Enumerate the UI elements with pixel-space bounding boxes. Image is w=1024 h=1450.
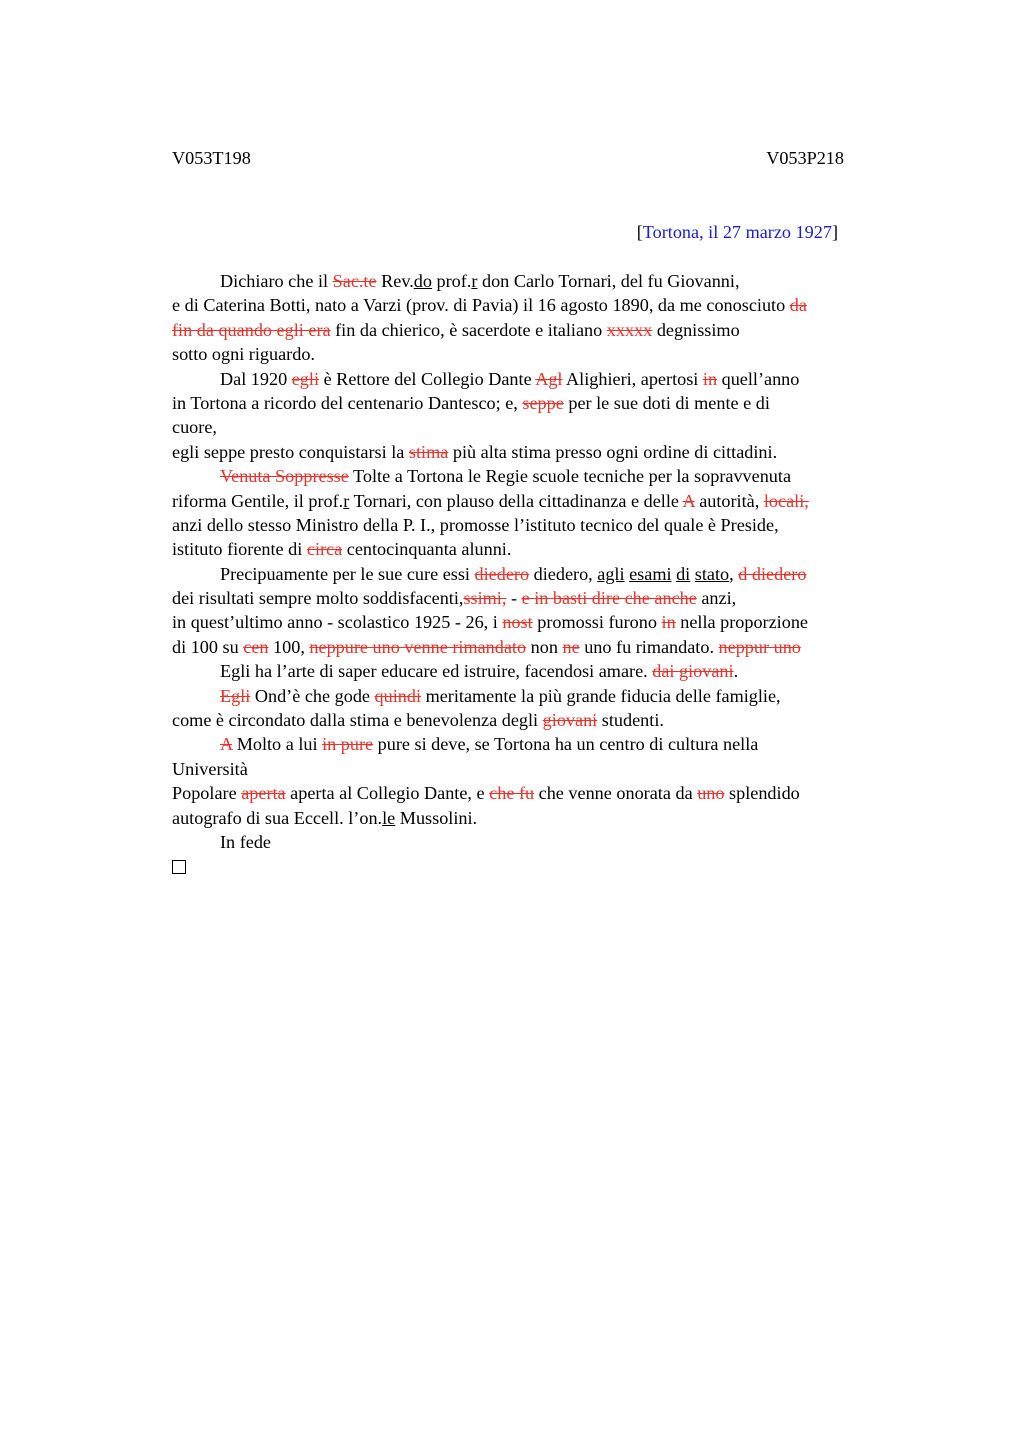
deleted-text: quindi xyxy=(374,685,422,706)
deleted-text: diedero xyxy=(474,563,530,584)
text-segment: studenti. xyxy=(597,710,664,731)
deleted-text: neppure uno venne rimandato xyxy=(309,636,527,657)
text-segment: Università xyxy=(172,758,248,779)
deleted-text: fin da quando egli era xyxy=(172,319,331,340)
end-marker-line xyxy=(172,854,912,878)
text-segment: di 100 su xyxy=(172,636,244,657)
deleted-text: giovani xyxy=(542,710,598,731)
text-line xyxy=(172,806,912,830)
text-segment: Ond’è che gode xyxy=(250,685,375,706)
text-line xyxy=(172,610,912,634)
text-segment: diedero, xyxy=(529,563,598,584)
text-segment: Dal 1920 xyxy=(220,368,292,389)
text-segment: splendido xyxy=(724,783,800,804)
dateline-open-bracket: [ xyxy=(636,222,643,242)
text-segment: Tornari, con plauso della cittadinanza e delle xyxy=(349,490,683,511)
text-line xyxy=(172,562,912,586)
deleted-text: cen xyxy=(243,636,269,657)
deleted-text: d diedero xyxy=(738,563,807,584)
document-code-left: V053T198 xyxy=(172,148,251,168)
document-code-right: V053P218 xyxy=(766,148,844,168)
text-segment: Rev. xyxy=(376,271,414,291)
text-segment: quell’anno xyxy=(717,368,800,389)
underlined-text: di xyxy=(676,563,691,584)
text-line xyxy=(172,635,912,659)
deleted-text: nost xyxy=(502,612,533,633)
deleted-text: Sac.te xyxy=(332,271,377,291)
text-segment: istituto fiorente di xyxy=(172,539,307,560)
text-segment: Popolare xyxy=(172,783,242,804)
text-segment: in Tortona a ricordo del centenario Dantesco; e, xyxy=(172,392,523,413)
text-segment: In fede xyxy=(220,831,271,852)
text-segment: don Carlo Tornari, del fu Giovanni, xyxy=(477,271,740,291)
text-segment: promossi furono xyxy=(532,612,662,633)
text-line xyxy=(172,781,912,805)
text-segment: . xyxy=(733,661,739,682)
deleted-text: che fu xyxy=(489,783,535,804)
text-segment: dei risultati sempre molto soddisfacenti, xyxy=(172,588,464,609)
deleted-text: stima xyxy=(408,441,449,462)
text-segment: pure si deve, se Tortona ha un centro di cultura nella xyxy=(373,734,759,755)
text-line xyxy=(172,684,912,708)
deleted-text: e in basti dire che anche xyxy=(521,588,697,609)
text-segment: egli seppe presto conquistarsi la xyxy=(172,441,409,462)
text-segment: Alighieri, apertosi xyxy=(562,368,703,389)
text-segment: per le sue doti di mente e di xyxy=(563,392,770,413)
text-line xyxy=(172,659,912,683)
text-segment: non xyxy=(526,636,563,657)
text-segment: - xyxy=(506,588,522,609)
deleted-text: Egli xyxy=(220,685,251,706)
empty-checkbox-icon xyxy=(172,860,186,874)
text-segment: Tolte a Tortona le Regie scuole tecniche per la sopravvenuta xyxy=(348,466,792,487)
text-segment: anzi dello stesso Ministro della P. I., promosse l’istituto tecnico del quale è Preside, xyxy=(172,514,779,535)
text-segment: uno fu rimandato. xyxy=(579,636,719,657)
text-segment: più alta stima presso ogni ordine di cittadini. xyxy=(448,441,778,462)
text-line xyxy=(172,367,912,391)
text-line xyxy=(172,293,912,317)
text-segment: Molto a lui xyxy=(232,734,323,755)
underlined-text: r xyxy=(471,271,478,291)
text-line xyxy=(172,757,912,781)
deleted-text: xxxxx xyxy=(606,319,653,340)
deleted-text: ssimi, xyxy=(463,588,507,609)
text-line xyxy=(172,513,912,537)
text-line xyxy=(172,489,912,513)
dateline-close-bracket: ] xyxy=(831,222,838,242)
text-segment: Mussolini. xyxy=(395,807,478,828)
deleted-text: da xyxy=(789,295,807,316)
text-segment: autorità, xyxy=(694,490,764,511)
text-segment: fin da chierico, è sacerdote e italiano xyxy=(330,319,607,340)
text-segment: nella proporzione xyxy=(675,612,808,633)
text-line xyxy=(172,586,912,610)
text-segment: prof. xyxy=(431,271,472,291)
deleted-text: circa xyxy=(306,539,343,560)
text-segment: Precipuamente per le sue cure essi xyxy=(220,563,475,584)
text-line xyxy=(172,342,912,366)
text-line xyxy=(172,318,912,342)
underlined-text: le xyxy=(382,807,396,828)
deleted-text: in pure xyxy=(322,734,374,755)
underlined-text: esami xyxy=(629,563,672,584)
text-segment: degnissimo xyxy=(652,319,740,340)
deleted-text: locali, xyxy=(763,490,809,511)
text-segment: , xyxy=(729,563,739,584)
text-segment: meritamente la più grande fiducia delle famiglie, xyxy=(421,685,781,706)
text-segment: Egli ha l’arte di saper educare ed istruire, facendosi amare. xyxy=(220,661,653,682)
text-line xyxy=(172,708,912,732)
dateline-place-date: Tortona, il 27 marzo 1927 xyxy=(642,222,832,242)
text-line xyxy=(172,440,912,464)
text-segment: che venne onorata da xyxy=(534,783,698,804)
text-line xyxy=(172,537,912,561)
underlined-text: do xyxy=(413,271,432,291)
deleted-text: in xyxy=(661,612,676,633)
deleted-text: Venuta Soppresse xyxy=(220,466,349,487)
text-segment: autografo di sua Eccell. l’on. xyxy=(172,807,383,828)
text-segment: riforma Gentile, il prof. xyxy=(172,490,344,511)
underlined-text: stato xyxy=(694,563,730,584)
deleted-text: in xyxy=(702,368,718,389)
dateline xyxy=(637,220,838,244)
deleted-text: dai giovani xyxy=(652,661,734,682)
text-segment: cuore, xyxy=(172,417,217,438)
deleted-text: A xyxy=(682,490,695,511)
text-segment: è Rettore del Collegio Dante xyxy=(319,368,536,389)
text-segment: centocinquanta alunni. xyxy=(342,539,512,560)
deleted-text: egli xyxy=(291,368,320,389)
deleted-text: seppe xyxy=(522,392,564,413)
text-segment: in quest’ultimo anno - scolastico 1925 - 26, i xyxy=(172,612,503,633)
deleted-text: ne xyxy=(562,636,580,657)
deleted-text: neppur uno xyxy=(718,636,801,657)
deleted-text: Agl xyxy=(535,368,563,389)
deleted-text: A xyxy=(220,734,233,755)
underlined-text: r xyxy=(343,490,350,511)
deleted-text: uno xyxy=(697,783,725,804)
text-line xyxy=(172,464,912,488)
text-line xyxy=(172,415,912,439)
letter-body xyxy=(172,269,912,879)
text-segment: Dichiaro che il xyxy=(220,271,333,291)
underlined-text: agli xyxy=(597,563,625,584)
text-line xyxy=(172,732,912,756)
text-line xyxy=(172,391,912,415)
text-segment: anzi, xyxy=(696,588,737,609)
text-segment: 100, xyxy=(268,636,310,657)
text-segment: sotto ogni riguardo. xyxy=(172,344,315,365)
text-line xyxy=(172,269,912,293)
text-segment: aperta al Collegio Dante, e xyxy=(285,783,490,804)
text-segment: come è circondato dalla stima e benevolenza degli xyxy=(172,710,543,731)
text-line xyxy=(172,830,912,854)
text-segment: e di Caterina Botti, nato a Varzi (prov. di Pavia) il 16 agosto 1890, da me conosciuto xyxy=(172,295,790,316)
deleted-text: aperta xyxy=(241,783,286,804)
